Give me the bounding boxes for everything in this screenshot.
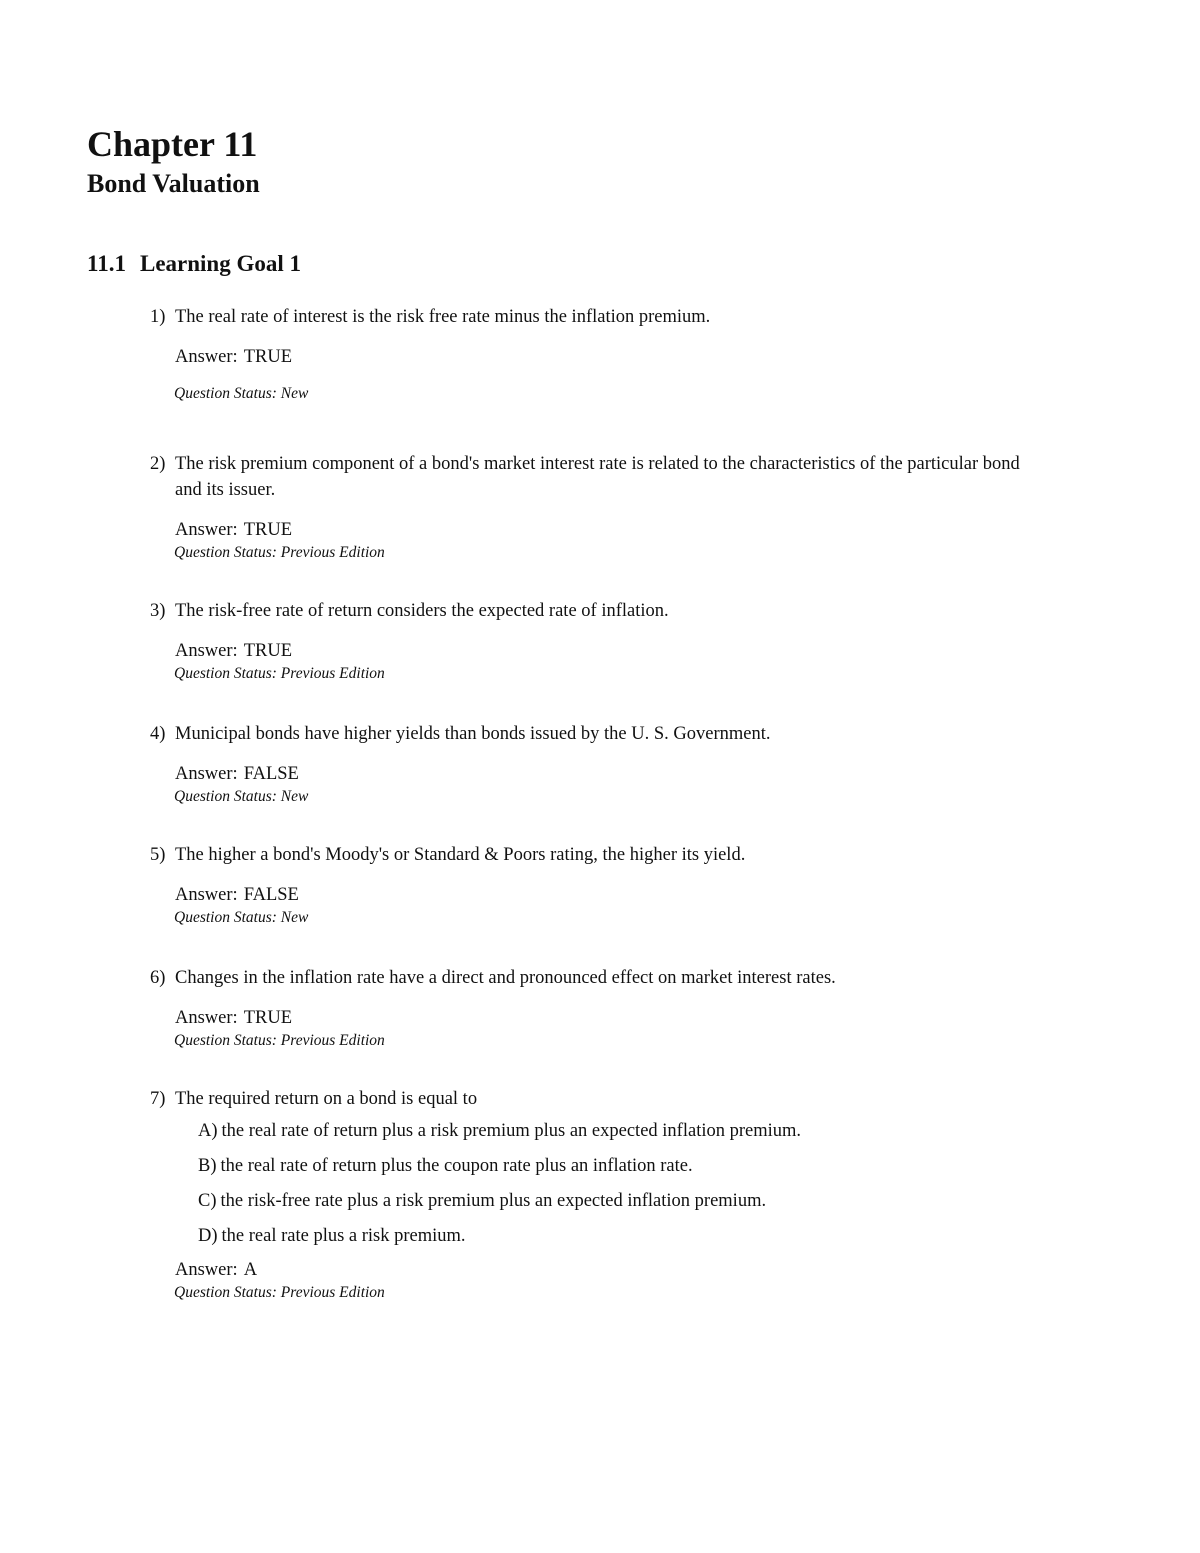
- answer-label: Answer:: [175, 1260, 238, 1280]
- question-status: Question Status: Previous Edition: [174, 1032, 385, 1049]
- question-item: [150, 842, 1030, 929]
- question-status: Question Status: New: [174, 909, 309, 926]
- question-number: 1): [150, 307, 166, 327]
- answer-line: [175, 345, 1030, 369]
- answer-line: [175, 1006, 1030, 1030]
- question-text: The higher a bond's Moody's or Standard & Poors rating, the higher its yield.: [175, 845, 746, 865]
- answer-line: [175, 762, 1030, 786]
- option-text: the risk-free rate plus a risk premium plus an expected inflation premium.: [220, 1191, 767, 1211]
- question-text: Changes in the inflation rate have a direct and pronounced effect on market interest rates.: [175, 968, 836, 988]
- answer-value: FALSE: [243, 764, 299, 784]
- question-number: 5): [150, 845, 166, 865]
- answer-value: A: [243, 1260, 258, 1280]
- question-item: [150, 598, 1030, 685]
- question-number: 4): [150, 724, 166, 744]
- question-item: [150, 1086, 1030, 1304]
- question-status: Question Status: New: [174, 788, 309, 805]
- answer-value: TRUE: [243, 641, 292, 661]
- question-stem: [150, 598, 1030, 624]
- section-heading: [87, 250, 301, 278]
- question-text: The required return on a bond is equal to: [175, 1089, 478, 1109]
- question-stem: [150, 1086, 1030, 1112]
- answer-option: [198, 1223, 1030, 1258]
- option-letter: B): [198, 1156, 217, 1176]
- answer-value: TRUE: [243, 520, 292, 540]
- question-number: 3): [150, 601, 166, 621]
- answer-value: TRUE: [243, 1008, 292, 1028]
- question-text: The real rate of interest is the risk free rate minus the inflation premium.: [175, 307, 711, 327]
- question-text: The risk premium component of a bond's market interest rate is related to the characteristics of the particular bond and its issuer.: [175, 454, 1020, 500]
- question-stem: [150, 842, 1030, 868]
- question-number: 2): [150, 454, 166, 474]
- answer-line: [175, 1258, 1030, 1282]
- question-status: Question Status: Previous Edition: [174, 1284, 385, 1301]
- question-item: [150, 304, 1030, 405]
- option-letter: A): [198, 1121, 218, 1141]
- answer-line: [175, 518, 1030, 542]
- chapter-subtitle: Bond Valuation: [87, 169, 260, 198]
- answer-label: Answer:: [175, 347, 238, 367]
- option-text: the real rate of return plus a risk premium plus an expected inflation premium.: [221, 1121, 802, 1141]
- question-item: [150, 721, 1030, 808]
- answer-line: [175, 639, 1030, 663]
- answer-label: Answer:: [175, 764, 238, 784]
- option-letter: D): [198, 1226, 218, 1246]
- question-text: Municipal bonds have higher yields than bonds issued by the U. S. Government.: [175, 724, 771, 744]
- section-number: 11.1: [87, 251, 126, 276]
- option-letter: C): [198, 1191, 217, 1211]
- answer-option: [198, 1153, 1030, 1188]
- question-item: [150, 451, 1030, 564]
- question-item: [150, 965, 1030, 1052]
- question-stem: [150, 965, 1030, 991]
- answer-option: [198, 1118, 1030, 1153]
- answer-label: Answer:: [175, 520, 238, 540]
- chapter-title: Chapter 11: [87, 124, 258, 164]
- answer-value: TRUE: [243, 347, 292, 367]
- question-text: The risk-free rate of return considers the expected rate of inflation.: [175, 601, 669, 621]
- question-status: Question Status: Previous Edition: [174, 665, 385, 682]
- question-number: 7): [150, 1089, 166, 1109]
- answer-label: Answer:: [175, 641, 238, 661]
- section-title: Learning Goal 1: [139, 251, 301, 276]
- answer-value: FALSE: [243, 885, 299, 905]
- question-stem: [150, 451, 1030, 503]
- question-number: 6): [150, 968, 166, 988]
- question-status: Question Status: Previous Edition: [174, 544, 385, 561]
- answer-label: Answer:: [175, 1008, 238, 1028]
- answer-line: [175, 883, 1030, 907]
- question-status: Question Status: New: [174, 385, 309, 402]
- option-text: the real rate of return plus the coupon rate plus an inflation rate.: [220, 1156, 693, 1176]
- question-stem: [150, 304, 1030, 330]
- option-text: the real rate plus a risk premium.: [221, 1226, 466, 1246]
- answer-options: [198, 1118, 1030, 1258]
- question-stem: [150, 721, 1030, 747]
- answer-option: [198, 1188, 1030, 1223]
- answer-label: Answer:: [175, 885, 238, 905]
